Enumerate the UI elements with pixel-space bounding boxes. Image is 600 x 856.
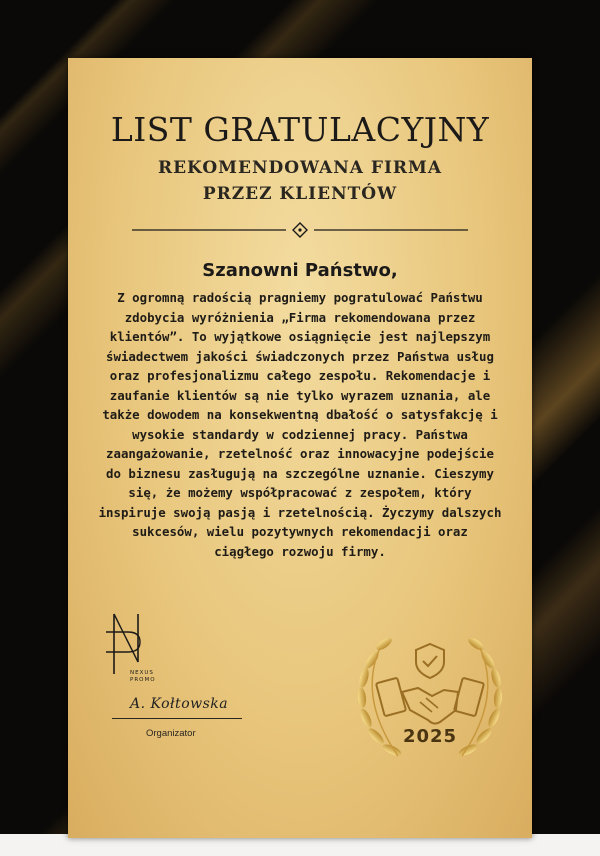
svg-text:NEXUS: NEXUS (130, 670, 154, 676)
signature-block (112, 694, 242, 740)
certificate-panel (68, 58, 532, 838)
body-line: się, że możemy współpracować z zespołem, który (128, 485, 472, 500)
np-monogram-icon (96, 610, 156, 690)
svg-text:PROMO: PROMO (130, 677, 156, 683)
award-year: 2025 (402, 726, 458, 747)
body-line: inspiruje swoją pasją i rzetelnością. Życzymy dalszych (98, 504, 502, 520)
body-line: zaangażowanie, rzetelność oraz innowacyjne podejście (106, 446, 494, 461)
body-line: klientów”. To wyjątkowe osiągnięcie jest najlepszym (109, 329, 491, 344)
handshake-laurel-icon (340, 618, 520, 778)
signature: A. Kołtowska (130, 696, 229, 712)
body-line: świadectwem jakości świadczonych przez Państwa usług (106, 348, 494, 364)
body-line: sukcesów, wielu pozytywnych rekomendacji oraz (132, 524, 468, 539)
body-line: wysokie standardy w codziennej pracy. Państwa (132, 426, 468, 442)
signature-line (112, 718, 242, 719)
body-line: zdobycia wyróżnienia „Firma rekomendowana przez (124, 309, 476, 325)
body-line: do biznesu zasługują na szczególne uznanie. Cieszymy (106, 465, 494, 481)
certificate-title: LIST GRATULACYJNY (110, 110, 490, 149)
ornament-divider (132, 222, 468, 238)
award-badge (340, 618, 520, 778)
body-line: zaufanie klientów są nie tylko wyrazem uznania, ale (109, 387, 491, 403)
certificate-subtitle-line1: REKOMENDOWANA FIRMA (157, 158, 443, 178)
signature-label: Organizator (146, 728, 196, 739)
body-line: ciągłego rozwoju firmy. (214, 543, 386, 559)
greeting: Szanowni Państwo, (202, 260, 398, 281)
body-line: także dowodem na konsekwentną dbałość o satysfakcję i (102, 407, 498, 422)
congratulation-body (82, 288, 518, 561)
certificate-subtitle-line2: PRZEZ KLIENTÓW (202, 184, 398, 204)
body-line: oraz profesjonalizmu całego zespołu. Rekomendacje i (109, 368, 491, 383)
body-line: Z ogromną radością pragniemy pogratulować Państwu (117, 290, 483, 305)
